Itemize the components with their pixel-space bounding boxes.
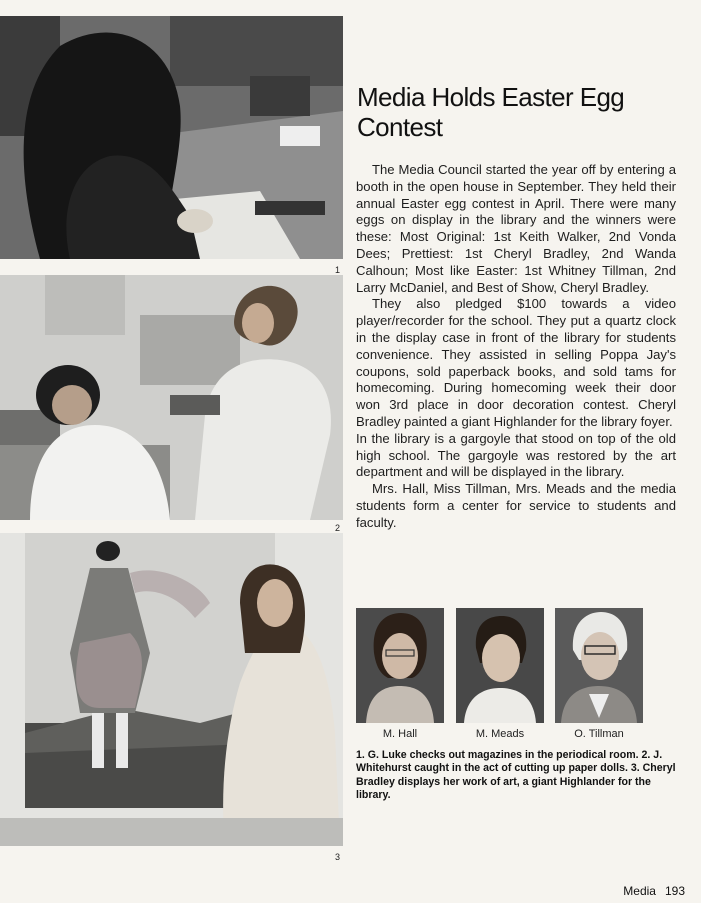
photo-number-3: 3 bbox=[334, 852, 340, 862]
portrait-tillman bbox=[555, 608, 643, 723]
portrait-name-tillman: O. Tillman bbox=[574, 728, 624, 740]
article-headline: Media Holds Easter Egg Contest bbox=[357, 82, 625, 142]
footer-section: Media bbox=[623, 884, 656, 898]
photo-number-2: 2 bbox=[334, 523, 340, 533]
article-body bbox=[356, 162, 676, 532]
photo-paper-dolls bbox=[0, 275, 343, 520]
article-paragraph: They also pledged $100 towards a video player/recorder for the school. They put a quartz clock in the display case in front of the library for students convenience. They assisted in selling Poppa Jay's coupons, sold paperback books, and sold tams for homecoming. During homecoming week their door won 3rd place in door decoration contest. Cheryl Bradley painted a giant Highlander for the library foyer. bbox=[356, 296, 676, 429]
page-number: 193 bbox=[664, 884, 685, 898]
article-paragraph: Mrs. Hall, Miss Tillman, Mrs. Meads and the media students form a center for service to students and faculty. bbox=[356, 481, 676, 530]
photo-captions: 1. G. Luke checks out magazines in the periodical room. 2. J. Whitehurst caught in the act of cutting up paper dolls. 3. Cheryl Bradley displays her work of art, a giant Highlander for the library. bbox=[356, 749, 676, 802]
page-footer bbox=[614, 884, 685, 898]
portrait-name-hall: M. Hall bbox=[382, 728, 418, 740]
photo-number-1: 1 bbox=[334, 265, 340, 275]
photo-periodical-room bbox=[0, 16, 343, 259]
portrait-name-meads: M. Meads bbox=[475, 728, 525, 740]
portrait-hall bbox=[356, 608, 444, 723]
portrait-meads bbox=[456, 608, 544, 723]
article-paragraph: The Media Council started the year off by entering a booth in the open house in September. They held their annual Easter egg contest in April. There were many eggs on display in the library and the winners were these: Most Original: 1st Keith Walker, 2nd Vonda Dees; Prettiest: 1st Cheryl Bradley, 2nd Wanda Calhoun; Most like Easter: 1st Whitney Tillman, 2nd Larry McDaniel, and Best of Show, Cheryl Bradley. bbox=[356, 162, 676, 295]
article-paragraph: In the library is a gargoyle that stood on top of the old high school. The gargoyle was restored by the art department and will be displayed in the library. bbox=[356, 430, 676, 480]
photo-highlander-painting bbox=[0, 533, 343, 846]
